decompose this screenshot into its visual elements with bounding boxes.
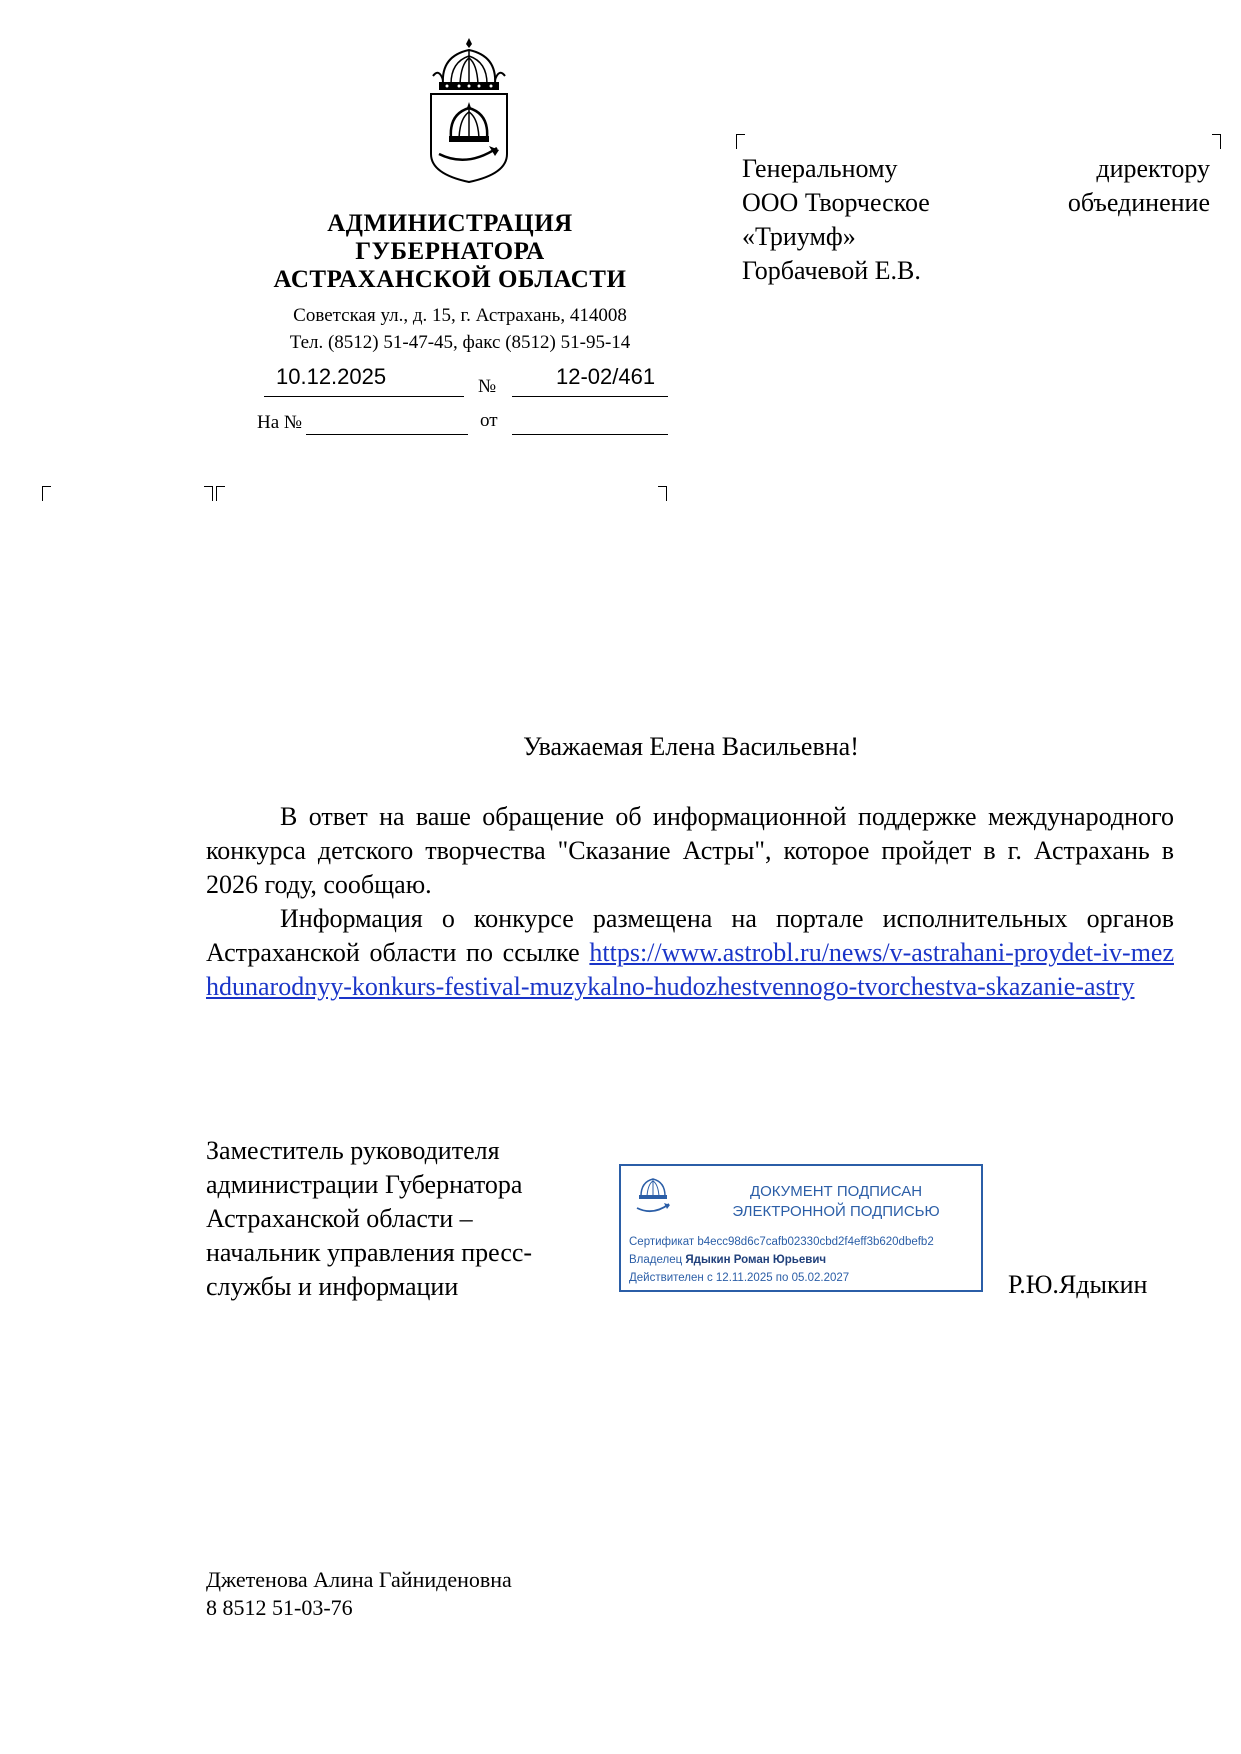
owner-label: Владелец [629,1254,683,1266]
body-paragraph-1: В ответ на ваше обращение об информационной поддержке международного конкурса детского творчества "Сказание Астры", которое пройдет в г. Астрахань в 2026 году, сообщаю. [206,802,1174,899]
doc-date: 10.12.2025 [276,364,387,389]
certificate-label: Сертификат [629,1236,695,1248]
stamp-emblem-icon [633,1174,673,1224]
stamp-owner [629,1254,826,1266]
date-underline [264,396,464,397]
org-address: Советская ул., д. 15, г. Астрахань, 414008 [293,305,627,326]
addressee-line-2-right: объединение [1067,188,1210,217]
electronic-signature-stamp [619,1164,983,1292]
ref-number-label: На № [257,412,303,433]
addressee-block [742,152,1210,288]
ref-date-label: от [480,410,498,431]
stamp-title-line-2: ЭЛЕКТРОННОЙ ПОДПИСЬЮ [732,1203,940,1220]
org-name-line-3: АСТРАХАНСКОЙ ОБЛАСТИ [273,266,627,293]
address-corner-right [1212,134,1221,149]
contact-name: Джетенова Алина Гайниденовна [206,1567,512,1592]
owner-value: Ядыкин Роман Юрьевич [685,1254,827,1266]
stamp-title [711,1182,961,1222]
signatory-title-line-5: службы и информации [206,1272,459,1301]
addressee-line-2-left: ООО Творческое [742,188,930,217]
signatory-title-line-3: Астраханской области – [206,1204,473,1233]
doc-number: 12-02/461 [556,364,656,389]
certificate-value: b4ecc98d6c7cafb02330cbd2f4eff3b620dbefb2 [697,1236,934,1248]
stamp-certificate [629,1236,934,1248]
addressee-line-1-right: директору [1096,154,1210,183]
signatory-title-line-1: Заместитель руководителя [206,1136,500,1165]
contact-phone: 8 8512 51-03-76 [206,1595,353,1620]
ref-corner-4 [658,486,667,501]
news-link[interactable]: https://www.astrobl.ru/news/v-astrahani-proydet-iv-mezhdunarodnyy-konkurs-festival-muzykalno-hudozhestvennogo-tvorchestva-skazanie-astry [206,938,1174,1001]
signatory-name: Р.Ю.Ядыкин [1008,1270,1148,1299]
ref-corner-2 [204,486,213,501]
org-phone-fax: Тел. (8512) 51-47-45, факс (8512) 51-95-14 [289,332,631,353]
ref-corner-3 [216,486,225,501]
coat-of-arms-emblem [427,36,511,186]
number-label: № [478,376,497,397]
org-name-line-1: АДМИНИСТРАЦИЯ [327,210,573,237]
stamp-validity: Действителен с 12.11.2025 по 05.02.2027 [629,1272,850,1284]
ref-corner-1 [42,486,51,501]
letter-body [206,800,1174,1004]
contact-block [206,1566,512,1622]
number-underline [512,396,668,397]
ref-date-underline [512,434,668,435]
signatory-title-line-2: администрации Губернатора [206,1170,523,1199]
addressee-line-4: Горбачевой Е.В. [742,256,921,285]
address-corner-left [736,134,745,149]
org-name-line-2: ГУБЕРНАТОРА [355,238,545,265]
body-paragraph-2 [206,902,1174,1004]
ref-number-underline [306,434,468,435]
stamp-title-line-1: ДОКУМЕНТ ПОДПИСАН [749,1183,923,1200]
addressee-line-1-left: Генеральному [742,154,898,183]
signatory-title-line-4: начальник управления пресс- [206,1238,533,1267]
signatory-title [206,1134,586,1304]
greeting: Уважаемая Елена Васильевна! [523,732,859,761]
addressee-line-3: «Триумф» [742,222,856,251]
body-paragraph-2-text: Информация о конкурсе размещена на портале исполнительных органов Астраханской области по ссылке [206,904,1174,967]
